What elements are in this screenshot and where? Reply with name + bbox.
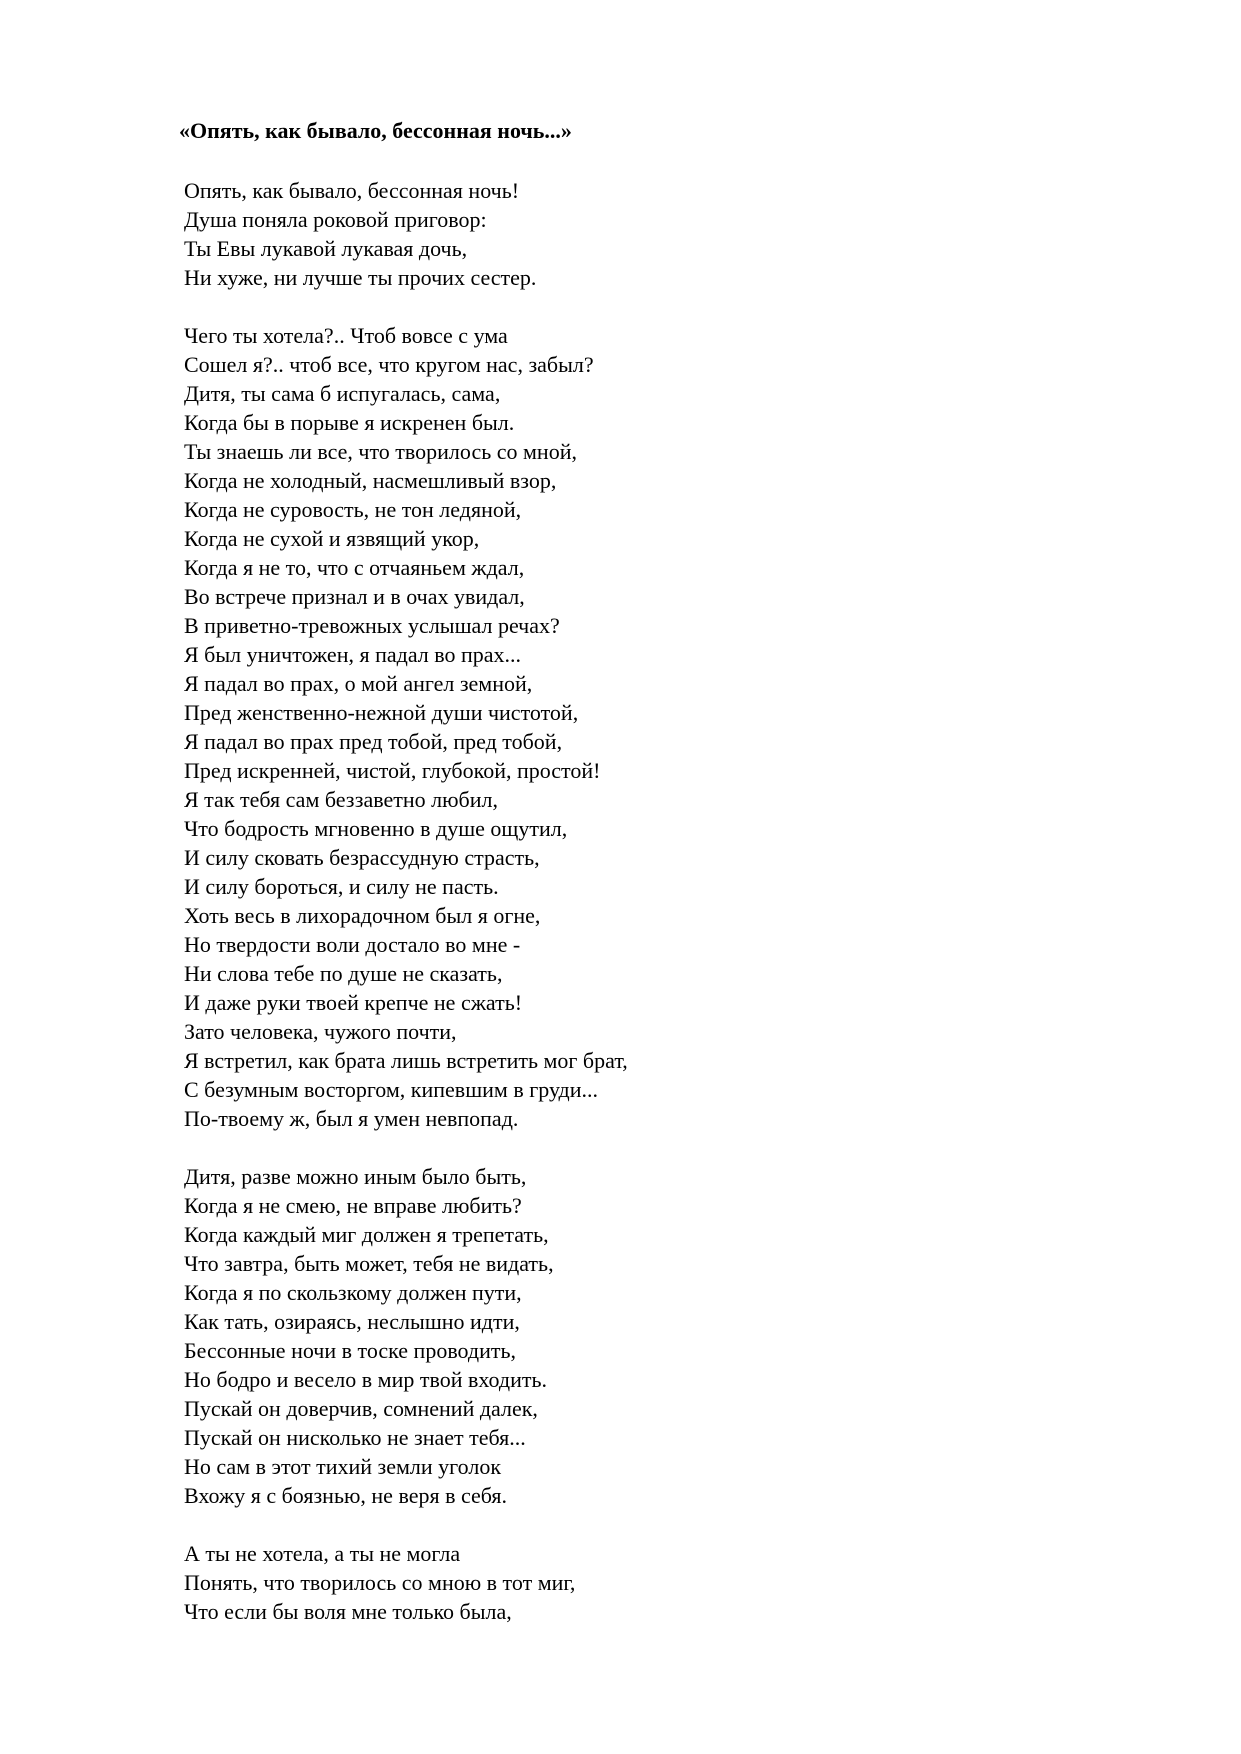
poem-line: Когда не суровость, не тон ледяной, [184,497,522,522]
poem-title: «Опять, как бывало, бессонная ночь...» [179,118,572,143]
poem-line: В приветно-тревожных услышал речах? [184,613,560,638]
poem-line: Ни слова тебе по душе не сказать, [184,961,503,986]
poem-line: Пред искренней, чистой, глубокой, простой! [184,758,601,783]
poem-line: Когда бы в порыве я искренен был. [184,410,515,435]
poem-line: Когда я не смею, не вправе любить? [184,1193,522,1218]
poem-line: Когда я не то, что с отчаяньем ждал, [184,555,525,580]
poem-line: Зато человека, чужого почти, [184,1019,457,1044]
poem-line: Бессонные ночи в тоске проводить, [184,1338,517,1363]
poem-line: Чего ты хотела?.. Чтоб вовсе с ума [184,323,508,348]
poem-line: Пускай он доверчив, сомнений далек, [184,1396,538,1421]
poem-line: Сошел я?.. чтоб все, что кругом нас, забыл? [184,352,594,377]
poem-line: Что бодрость мгновенно в душе ощутил, [184,816,568,841]
poem-line: Понять, что творилось со мною в тот миг, [184,1570,576,1595]
poem-line: Что завтра, быть может, тебя не видать, [184,1251,554,1276]
poem-line: И силу сковать безрассудную страсть, [184,845,540,870]
poem-line: Я падал во прах, о мой ангел земной, [184,671,533,696]
poem-line: Душа поняла роковой приговор: [184,207,487,232]
stanza [184,176,628,292]
poem-line: Дитя, ты сама б испугалась, сама, [184,381,501,406]
stanza [184,1539,628,1626]
poem-line: Во встрече признал и в очах увидал, [184,584,525,609]
poem-line: С безумным восторгом, кипевшим в груди... [184,1077,599,1102]
poem-line: Я встретил, как брата лишь встретить мог брат, [184,1048,628,1073]
poem-line: Когда каждый миг должен я трепетать, [184,1222,549,1247]
poem-line: Но сам в этот тихий земли уголок [184,1454,502,1479]
poem-line: Когда не сухой и язвящий укор, [184,526,480,551]
poem-line: Опять, как бывало, бессонная ночь! [184,178,520,203]
poem-line: Вхожу я с боязнью, не веря в себя. [184,1483,508,1508]
poem-line: Но бодро и весело в мир твой входить. [184,1367,547,1392]
poem-line: Ты Евы лукавой лукавая дочь, [184,236,468,261]
poem-line: Дитя, разве можно иным было быть, [184,1164,527,1189]
poem-line: Ни хуже, ни лучше ты прочих сестер. [184,265,537,290]
poem-line: И силу бороться, и силу не пасть. [184,874,499,899]
poem-line: Ты знаешь ли все, что творилось со мной, [184,439,577,464]
poem-line: Пред женственно-нежной души чистотой, [184,700,579,725]
poem-line: Когда я по скользкому должен пути, [184,1280,522,1305]
poem-line: Но твердости воли достало во мне - [184,932,521,957]
poem-line: По-твоему ж, был я умен невпопад. [184,1106,519,1131]
stanza [184,321,628,1133]
poem-line: Я падал во прах пред тобой, пред тобой, [184,729,563,754]
poem-body [184,176,628,1655]
poem-line: Как тать, озираясь, неслышно идти, [184,1309,520,1334]
poem-line: Я так тебя сам беззаветно любил, [184,787,498,812]
poem-line: Хоть весь в лихорадочном был я огне, [184,903,541,928]
poem-line: Когда не холодный, насмешливый взор, [184,468,557,493]
poem-line: Пускай он нисколько не знает тебя... [184,1425,526,1450]
poem-line: Я был уничтожен, я падал во прах... [184,642,522,667]
poem-line: И даже руки твоей крепче не сжать! [184,990,523,1015]
poem-line: Что если бы воля мне только была, [184,1599,512,1624]
stanza [184,1162,628,1510]
poem-line: А ты не хотела, а ты не могла [184,1541,461,1566]
